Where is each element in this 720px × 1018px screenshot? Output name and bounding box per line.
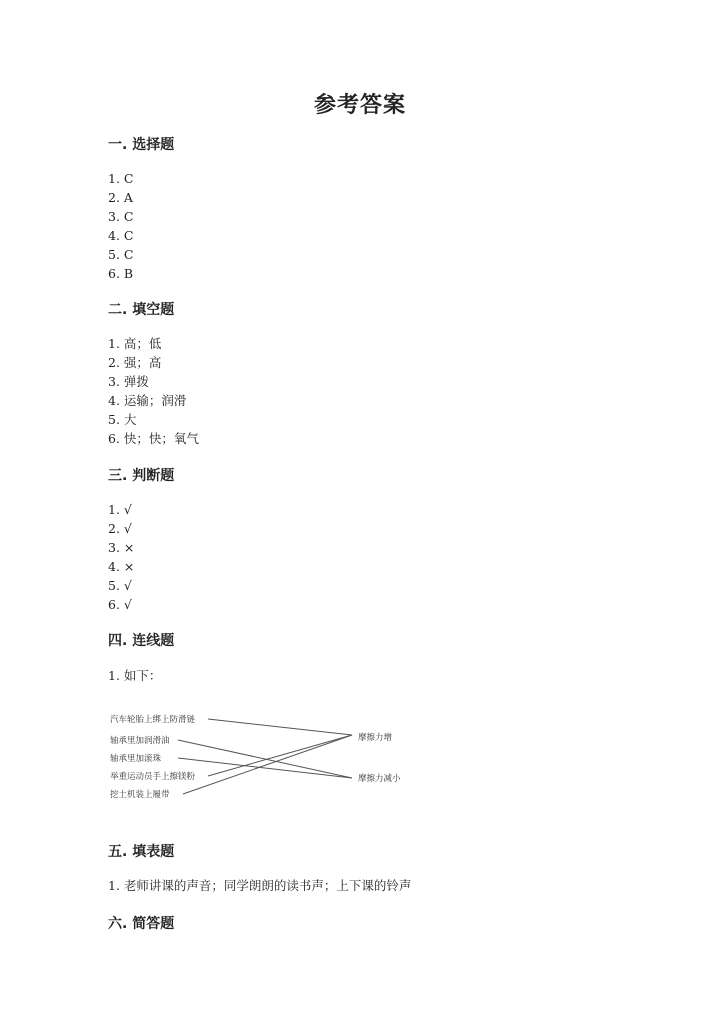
section-heading-judge: 三. 判断题 <box>108 468 175 484</box>
match-line <box>183 735 352 794</box>
answer-item: 4. × <box>108 559 135 574</box>
matching-left-item: 举重运动员手上擦镁粉 <box>110 772 196 782</box>
answer-item: 2. 强；高 <box>108 355 162 370</box>
answer-item: 6. 快；快；氧气 <box>108 431 199 446</box>
matching-left-item: 轴承里加润滑油 <box>110 736 170 746</box>
section-heading-matching: 四. 连线题 <box>108 633 175 649</box>
answer-item: 6. √ <box>108 597 132 612</box>
answer-item: 3. 弹拨 <box>108 374 149 389</box>
answer-item: 4. 运输；润滑 <box>108 393 187 408</box>
answer-item: 5. 大 <box>108 412 137 427</box>
match-line <box>178 740 352 778</box>
answer-item: 6. B <box>108 266 134 281</box>
answer-item: 1. 高；低 <box>108 336 162 351</box>
matching-left-item: 轴承里加滚珠 <box>110 754 162 764</box>
answer-item: 1. C <box>108 171 134 186</box>
answer-item: 5. √ <box>108 578 132 593</box>
section-heading-table: 五. 填表题 <box>108 844 175 860</box>
match-line <box>208 719 352 735</box>
answer-item: 5. C <box>108 247 134 262</box>
answer-item: 1. 老师讲课的声音；同学朗朗的读书声；上下课的铃声 <box>108 878 412 893</box>
match-line <box>178 758 352 778</box>
answer-item: 2. A <box>108 190 133 205</box>
answer-item: 4. C <box>108 228 134 243</box>
matching-left-item: 汽车轮胎上绑上防滑链 <box>110 715 196 725</box>
matching-right-item: 摩擦力增 <box>358 733 393 743</box>
section-heading-choice: 一. 选择题 <box>108 137 175 153</box>
matching-left-item: 挖土机装上履带 <box>110 790 170 800</box>
section-heading-short-answer: 六. 简答题 <box>108 916 175 932</box>
answer-item: 1. √ <box>108 502 132 517</box>
answer-item: 3. C <box>108 209 134 224</box>
section-heading-fill: 二. 填空题 <box>108 302 175 318</box>
answer-item: 1. 如下： <box>108 668 162 683</box>
page-title: 参考答案 <box>313 93 406 118</box>
answer-item: 2. √ <box>108 521 132 536</box>
matching-right-item: 摩擦力减小 <box>358 774 401 784</box>
answer-item: 3. × <box>108 540 135 555</box>
matching-diagram <box>108 708 428 808</box>
